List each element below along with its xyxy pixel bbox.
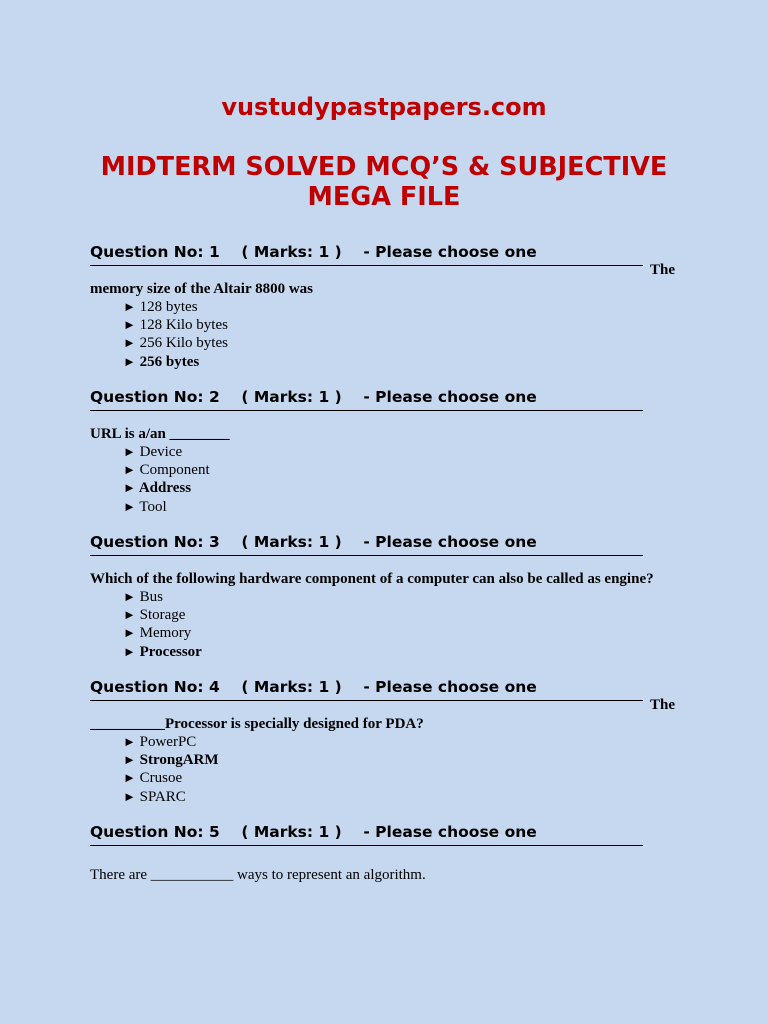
- option-item: [123, 334, 680, 352]
- page-title: [0, 152, 768, 212]
- option-list: [90, 298, 680, 371]
- option-label: Address: [138, 480, 192, 497]
- arrow-bullet-icon: ►: [123, 752, 136, 768]
- question-block: [90, 822, 680, 884]
- question-block: [90, 387, 680, 516]
- question-stem: There are ___________ ways to represent an algorithm.: [90, 867, 426, 883]
- answer-rule-line: [90, 407, 680, 425]
- site-name: vustudypastpapers.com: [221, 93, 547, 121]
- option-item: [123, 624, 680, 642]
- option-label: Storage: [139, 607, 186, 624]
- option-item-correct: [123, 751, 680, 769]
- question-stem: Which of the following hardware component of a computer can also be called as engine?: [90, 571, 654, 587]
- underline-rule: [90, 265, 643, 266]
- arrow-bullet-icon: ►: [123, 643, 136, 659]
- underline-rule: [90, 700, 643, 701]
- stem-lead-word: The: [650, 262, 676, 278]
- answer-rule-line: [90, 552, 680, 570]
- question-heading: Question No: 2 ( Marks: 1 ) - Please choose one: [90, 388, 537, 406]
- option-item: [123, 443, 680, 461]
- option-label: Processor: [139, 643, 202, 660]
- option-label: Component: [139, 462, 210, 479]
- option-item: [123, 588, 680, 606]
- option-item: [123, 606, 680, 624]
- option-item-correct: [123, 643, 680, 661]
- option-label: 256 bytes: [139, 353, 200, 370]
- arrow-bullet-icon: ►: [123, 589, 136, 604]
- option-label: StrongARM: [139, 752, 219, 769]
- answer-rule-line: [90, 262, 680, 280]
- arrow-bullet-icon: ►: [123, 498, 136, 514]
- option-item: [123, 769, 680, 787]
- option-item: [123, 498, 680, 516]
- page-title-line-2: MEGA FILE: [307, 182, 461, 212]
- question-block: [90, 242, 680, 371]
- page-title-line-1: MIDTERM SOLVED MCQ’S & SUBJECTIVE: [100, 152, 668, 182]
- option-label: Memory: [139, 625, 192, 642]
- question-heading: Question No: 4 ( Marks: 1 ) - Please choose one: [90, 678, 537, 696]
- underline-rule: [90, 410, 643, 411]
- answer-rule-line: [90, 842, 680, 860]
- option-label: Bus: [139, 589, 163, 605]
- arrow-bullet-icon: ►: [123, 317, 136, 333]
- option-label: 128 bytes: [139, 299, 198, 315]
- option-label: PowerPC: [139, 734, 197, 750]
- option-list: [90, 588, 680, 661]
- question-heading: Question No: 3 ( Marks: 1 ) - Please choose one: [90, 533, 537, 551]
- question-block: [90, 532, 680, 661]
- option-item-correct: [123, 479, 680, 497]
- option-label: Tool: [139, 498, 167, 515]
- question-stem: memory size of the Altair 8800 was: [90, 281, 314, 297]
- arrow-bullet-icon: ►: [123, 299, 136, 314]
- option-list: [90, 443, 680, 516]
- question-heading: Question No: 1 ( Marks: 1 ) - Please choose one: [90, 243, 537, 261]
- question-block: [90, 677, 680, 806]
- option-item-correct: [123, 353, 680, 371]
- arrow-bullet-icon: ►: [123, 788, 136, 804]
- stem-lead-word: The: [650, 697, 676, 713]
- option-label: Device: [139, 444, 183, 460]
- option-label: 256 Kilo bytes: [139, 335, 228, 352]
- option-item: [123, 298, 680, 316]
- option-item: [123, 733, 680, 751]
- question-heading: Question No: 5 ( Marks: 1 ) - Please choose one: [90, 823, 537, 841]
- option-item: [123, 788, 680, 806]
- question-stem: URL is a/an ________: [90, 426, 230, 442]
- arrow-bullet-icon: ►: [123, 625, 136, 641]
- option-label: Crusoe: [139, 770, 183, 787]
- arrow-bullet-icon: ►: [123, 770, 136, 786]
- option-item: [123, 461, 680, 479]
- answer-rule-line: [90, 697, 680, 715]
- arrow-bullet-icon: ►: [123, 335, 136, 351]
- arrow-bullet-icon: ►: [123, 444, 136, 459]
- option-label: SPARC: [139, 788, 186, 805]
- option-label: 128 Kilo bytes: [139, 317, 228, 334]
- arrow-bullet-icon: ►: [123, 734, 136, 749]
- arrow-bullet-icon: ►: [123, 353, 136, 369]
- option-item: [123, 316, 680, 334]
- option-list: [90, 733, 680, 806]
- underline-rule: [90, 555, 643, 556]
- arrow-bullet-icon: ►: [123, 480, 136, 496]
- arrow-bullet-icon: ►: [123, 462, 136, 478]
- question-stem: __________Processor is specially designed for PDA?: [90, 716, 424, 732]
- arrow-bullet-icon: ►: [123, 607, 136, 623]
- underline-rule: [90, 845, 643, 846]
